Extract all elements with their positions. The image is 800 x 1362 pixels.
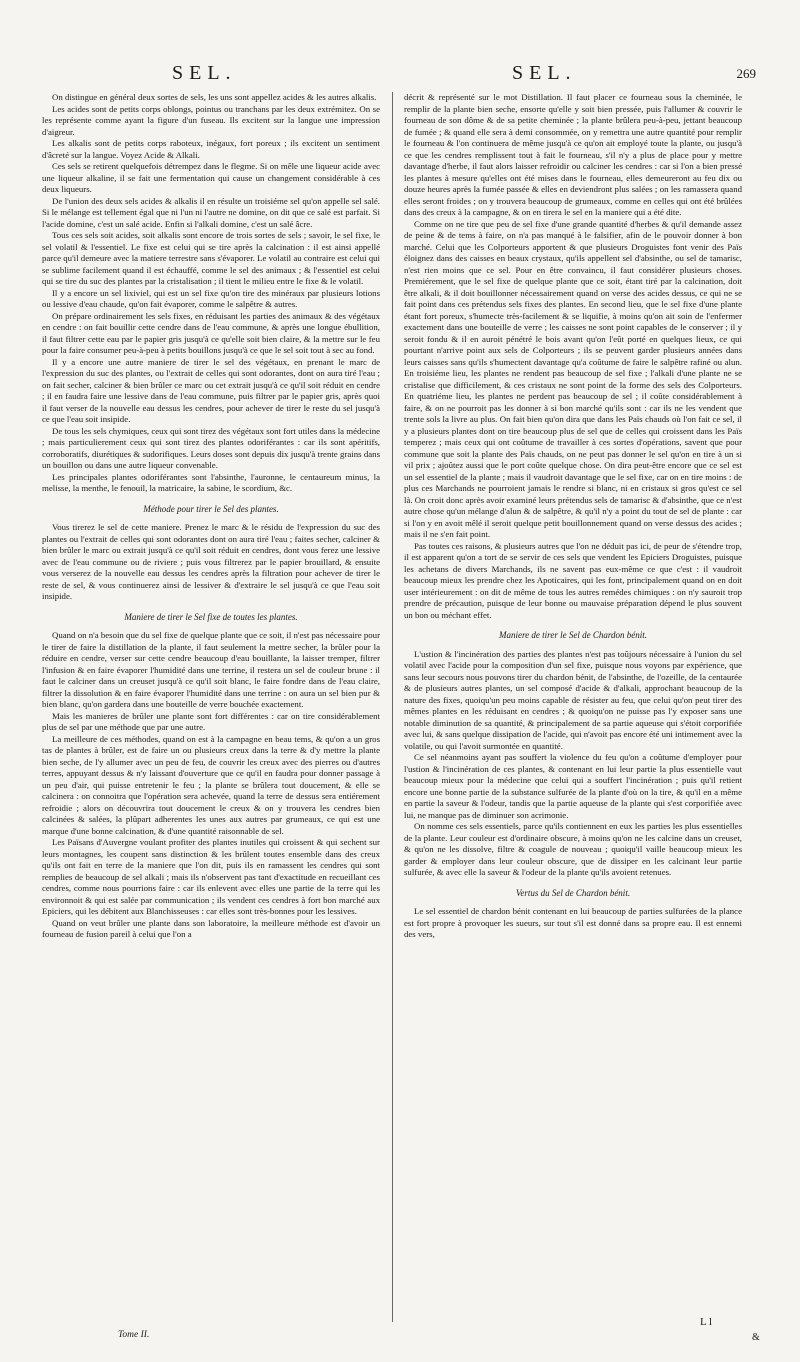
page-number: 269 (736, 66, 756, 81)
running-head-right: SEL. (512, 62, 577, 84)
paragraph: Ce sel néanmoins ayant pas souffert la violence du feu qu'on a coûtume d'employer pour l'ustion & l'incinération de ces plantes, & contenant en lui leur partie la plus essentielle vaut beaucoup mieux pour la médecine que celui qui a souffert l'incinération ; puis qu'il retient encore une bonne partie de la substance sulfurée de la plante d'où on la tire, & qu'il en a même en partie la saveur & l'odeur, tandis que la partie aqueuse de la plante qui s'est corporifiée avec lui, ne manque pas de diminuer son acrimonie. (404, 752, 742, 820)
signature-mark: L l (700, 1316, 713, 1328)
section-heading: Maniere de tirer le Sel de Chardon bénit. (499, 630, 647, 640)
paragraph: Les acides sont de petits corps oblongs, pointus ou tranchans par les deux extrémitez. On se les représente comme ayant la figure d'un fuseau. Ils excitent sur la langue une impression d'aigreur. (42, 103, 380, 137)
section-heading: Vertus du Sel de Chardon bénit. (515, 887, 631, 898)
section-heading: Maniere de tirer le Sel fixe de toutes les plantes. (124, 611, 298, 622)
paragraph: On prépare ordinairement les sels fixes, en réduisant les parties des animaux & des végétaux en cendre : on fait bouillir cette cendre dans de l'eau commune, & après une longue ébullition, il faut filtrer cette eau par le papier gris jusqu'à ce qu'elle soit bien claire, & la mettre sur le feu pour la faire consumer peu-à-peu à petits bouillons jusqu'à ce que le sel soit tout à sec au fond. (42, 310, 380, 355)
paragraph: Il y a encore un sel lixiviel, qui est un sel fixe qu'on tire des minéraux par plusieurs lotions ou lessive d'eau chaude, qu'on fait évaporer, comme le salpêtre & autres. (42, 287, 380, 309)
paragraph: De l'union des deux sels acides & alkalis il en résulte un troisiéme sel qu'on appelle sel salé. Si le mélange est tellement égal que ni l'un ni l'autre ne domine, on dit que ce salé est parfait. Si l'acide domine, c'est un salé acide. Enfin si l'alkali domine, c'est un salé âcre. (42, 195, 380, 229)
paragraph: On nomme ces sels essentiels, parce qu'ils contiennent en eux les parties les plus essentielles de la plante. Leur couleur est d'ordinaire obscure, à moins qu'on ne les calcine dans un creuset, & qu'on ne les dissolve, filtre & coagule de nouveau ; quoiqu'il vaille beaucoup mieux les garder & employer dans leur couleur obscure, que de dissiper en les calcinant leur partie sulfurée, & avec elle la saveur & l'odeur de la plante qu'ils avoient retenues. (404, 821, 742, 877)
left-column (42, 92, 380, 1337)
running-header (0, 62, 800, 92)
section-heading: Méthode pour tirer le Sel des plantes. (143, 503, 279, 514)
paragraph: Les principales plantes odoriférantes sont l'absinthe, l'auronne, le centaureum minus, la melisse, la menthe, le fenouil, la matricaire, la sabine, le scordium, &c. (42, 471, 380, 493)
catchword: & (752, 1332, 760, 1343)
paragraph: Les alkalis sont de petits corps raboteux, inégaux, fort poreux ; ils excitent un sentiment d'âcreté sur la langue. Voyez Acide & Alkali. (42, 138, 380, 160)
paragraph: Ces sels se retirent quelquefois détrempez dans le flegme. Si on mêle une liqueur acide avec une liqueur alkaline, il se fait une fermentation qui cause un changement considérable à ces deux liqueurs. (42, 161, 380, 194)
paragraph: Mais les manieres de brûler une plante sont fort différentes : car on tire considérablement plus de sel par une méthode que par une autre. (42, 710, 380, 732)
paragraph: Pas toutes ces raisons, & plusieurs autres que l'on ne déduit pas ici, de peur de s'étendre trop, il est apparent qu'on a tort de se servir de ces sels que vendent les Epiciers Droguistes, puisque les achetans de divers Marchands, ils ne savent pas eux-même ce que c'est : il vaudroit beaucoup mieux les prendre chez les Apoticaires, qui les font, principalement quand on en doit user intérieurement : on dit de même de tous les autres remédes chimiques : on n'y sauroit trop prendre de précaution, puisque de leur bonne ou mauvaise préparation dépend le plus souvent un bon ou méchant effet. (404, 540, 742, 620)
paragraph: L'ustion & l'incinération des parties des plantes n'est pas toûjours nécessaire à l'union du sel volatil avec l'acide pour la composition d'un sel fixe, puisque nous voyons par expérience, que sans leur secours nous pouvons tirer du chardon bénit, de l'absinthe, de l'ozeille, de la centaurée & de plusieurs autres plantes, un sel composé d'acide & d'alkali, approchant beaucoup de la nature des fixes, quoiqu'un peu moins capable de résister au feu, que celui qu'on peut tirer des mêmes plantes en les réduisant en cendres ; & quoiqu'on ne puisse pas l'y exposer sans une notable diminution de sa quantité, & principalement de sa partie aqueuse qui s'étoit corporifiée avec lui, & sans quelque dissipation de l'acide, qui n'avoit pas encore été uni intimement avec la volatile, ou qui l'avoit surmontée en quantité. (404, 648, 742, 751)
paragraph: Quand on veut brûler une plante dans son laboratoire, la meilleure méthode est d'avoir un fourneau de fusion pareil à celui que l'on a (42, 917, 380, 939)
paragraph: Comme on ne tire que peu de sel fixe d'une grande quantité d'herbes & qu'il demande assez de peine & de tems à faire, on n'a pas manqué à le falsifier, afin de le pouvoir donner à bon marché. Celui que les Colporteurs apportent & que plusieurs Droguistes font venir des Païs éloignez dans des caisses en beaux crystaux, qu'ils appellent sel d'absinthe, ou sel de tamarisc, n'est rien moins que ce sel. Pour en être convaincu, il faut considérer plusieurs choses. Premiérement, que le sel fixe de quelque plante que ce soit, étant tiré par la calcination, doit être alkali, & il doit bouillonner nécessairement quand on verse des acides dessus, ce qui ne se fait point dans ces prétendus sels fixes des plantes. En second lieu, que le sel fixe d'une plante étant fort poreux, s'humecte très-facilement & se liquifie, à moins qu'on ait soin de l'enfermer exactement dans une bouteille de verre ; les caisses ne sont point capables de le conserver ; il y seroit fondu & il en auroit pénétré le bois avant qu'on l'eût porté en quelques lieux, ce qui pourtant n'arrive point aux sels de Colporteurs ; ils se peuvent garder plusieurs années dans leurs caisses sans qu'ils s'humectent davantage qu'a coûtume de faire le salpêtre rafiné ou alun. En troisiéme lieu, les plantes ne rendent pas beaucoup de sel fixe ; l'alkali d'une plante ne se cristalise que difficilement, & ces cristaux ne sont point de la forme des sels des Colporteurs. En quatriéme lieu, les plantes ne perdent pas beaucoup de sel ; il coûte considérablement à faire, & on ne pourroit pas les donner à si bon marché qu'ils sont : car ils ne les vendent que trente sols la livre au plus. On fait bien qu'on dira que dans les Païs chauds où l'on fait ce sel, il y a plusieurs plantes dont on tire beaucoup plus de sel que de celles qui croissent dans les Païs temperez ; mais ceux qui ont coûtume de travailler à ces sortes d'opérations, savent que pour commune que soit la plante des Païs chauds, on ne peut pas donner le sel qu'on en tire à un si vil prix ; ajoûtez aussi que le port coûte quelque chose. On dira peut-être encore que ce sel est un sel essentiel de la plante ; mais il vaudroit davantage que le sel fixe, car on en tire moins : de plus ces Marchands ne pourroient jamais le rendre si blanc, ni en cristaux si gros qu'est ce sel là. On croit donc après avoir examiné leurs prétendus sels de tamarisc & d'absinthe, que ce n'est autre chose qu'un mélange d'alun & de salpêtre, & qu'il n'y a point du tout de sel de plante : car si l'on y en avoit mêlé il seroit quelque petit bouillonnement quand on verse dessus des acides ; mais il ne s'en fait point. (404, 218, 742, 539)
paragraph: De tous les sels chymiques, ceux qui sont tirez des végétaux sont fort utiles dans la médecine ; mais particulierement ceux qui sont tirez des plantes odoriférantes : car ils sont apéritifs, corroboratifs, diurétiques & sudorifiques. Leurs doses sont depuis dix jusqu'à trente grains dans un bouillon ou dans une autre liqueur convenable. (42, 425, 380, 470)
paragraph: Vous tirerez le sel de cette maniere. Prenez le marc & le résidu de l'expression du suc des plantes ou l'extrait de celles qui sont odorantes dont on aura tiré l'eau ; faites secher, calciner & bien brûler le marc ou extrait jusqu'à ce qu'il soit réduit en cendres, dont vous ferez une lessive avec de l'eau commune ou de riviere ; puis vous filtrerez par le papier brouillard, & ensuite vous verserez de la nouvelle eau dessus les cendres après la filtration pour achever de tirer le reste de sel, & vous continuerez ainsi de lessiver & d'extraire le sel jusqu'à ce que l'eau soit insipide. (42, 522, 380, 601)
paragraph: Il y a encore une autre maniere de tirer le sel des végétaux, en prenant le marc de l'expression du suc des plantes, ou l'extrait de celles qui sont odorantes, dont on aura tiré l'eau ; on fait secher, calciner & bien brûler ce marc ou cet extrait jusqu'à ce qu'il soit réduit en cendre ; il en faudra faire une lessive dans de l'eau commune, puis filtrer par le papier gris, après quoi il faut verser de la nouvelle eau dessus les cendres, pour achever de tirer le reste du sel jusqu'à ce que l'eau soit insipide. (42, 356, 380, 424)
paragraph: La meilleure de ces méthodes, quand on est à la campagne en beau tems, & qu'on a un gros tas de plantes à brûler, est de faire un ou plusieurs creux dans la terre & d'y mettre la plante bien seche, de l'y allumer avec un peu de feu, de couvrir les creux avec des pierres ou d'autres terres, appuyant dessus & n'y laissant d'ouverture que ce qu'il en faudra pour donner passage à un peu d'air, qui puisse entretenir le feu ; la plante se brûlera tout doucement, & elle se calcinera : on connoitra que l'opération sera achevée, quand la terre de dessus sera entiérement refroidie ; alors on découvrira tout doucement le creux & on y trouvera les cendres bien calcinées & salées, la plûpart adherentes les unes aux autres par grumeaux, ce qui est une marque d'une bonne calcination, & d'une quantité raisonnable de sel. (42, 733, 380, 836)
paragraph: Quand on n'a besoin que du sel fixe de quelque plante que ce soit, il n'est pas nécessaire pour le tirer de faire la distillation de la plante, il faut seulement la mettre secher, la brûler pour la réduire en cendre, verser sur cette cendre beaucoup d'eau bouillante, la laisser tremper, filtrer l'infusion & en faire évaporer l'humidité dans une terrine, il restera un sel de couleur brune : il faut le calciner dans un creuset jusqu'à ce qu'il soit blanc, le faire fondre dans de l'eau claire, filtrer la dissolution & en faire évaporer l'humidité dans une terrine : on aura un sel bien pur & bien blanc, qu'on gardera dans une bouteille de verre bouchée exactement. (42, 630, 380, 709)
column-rule (392, 92, 393, 1322)
paragraph: On distingue en général deux sortes de sels, les uns sont appellez acides & les autres alkalis. (52, 92, 377, 102)
right-column (404, 92, 742, 1337)
volume-signature: Tome II. (118, 1330, 150, 1340)
paragraph: décrit & représenté sur le mot Distillation. Il faut placer ce fourneau sous la cheminée, le remplir de la plante bien seche, ensorte qu'elle y soit bien pressée, puis l'allumer & couvrir le fourneau de son dôme & de sa petite cheminée ; la plante brûlera peu-à-peu, jettant beaucoup de fumée ; & quand elle sera à demi consommée, on y remettra une autre quantité pour remplir le fourneau & l'on continuera de même jusqu'à ce qu'on ait employé toute la plante, ou jusqu'à ce que les cendres remplissent tout à fait le fourneau, s'il n'y a plus de place pour y mettre davantage d'herbe, il faut alors laisser refroidir ou calciner les cendres : car si l'on a bien pressé les plantes à mesure qu'elles ont été mises dans le fourneau, elles demeureront au feu dix ou douze heures après la fumée passée & elles en deviendront plus salées ; on les ramassera quand elles seront froides ; on y trouvera beaucoup de grumeaux, comme en celles qui ont été brûlées dans des creux à la campagne, & on en tirera le sel en la maniere qui a été dite. (404, 92, 742, 217)
paragraph: Les Païsans d'Auvergne voulant profiter des plantes inutiles qui croissent & qui sechent sur leurs montagnes, les coupent sans distinction & les brûlent toutes ensemble dans des creux qu'ils ont fait en terre de la maniere que l'on dit, puis ils en ramassent les cendres qui sont remplies de beaucoup de sel alkali ; mais ils n'observent pas tant d'exactitude en recueillant ces cendres, comme nous pourrions faire : car ils enlevent avec elles une partie de la terre qui les environnoit & qui est salée par communication ; ils vendent ces cendres à fort bon marché aux Epiciers, qui les débitent aux Blanchisseuses : car elles sont très-bonnes pour les lessives. (42, 837, 380, 916)
paragraph: Tous ces sels soit acides, soit alkalis sont encore de trois sortes de sels ; savoir, le sel fixe, le sel volatil & l'essentiel. Le fixe est celui qui se tire après la calcination : il est ainsi appellé parce qu'il demeure avec la matiere terrestre sans s'évaporer. Le volatil au contraire est celui qui se sublime facilement quand il est échauffé, comme le sel des animaux ; & l'essentiel est celui qui se tire du suc des plantes par la cristalisation ; il tient le milieu entre le fixe & le volatil. (42, 230, 380, 286)
paragraph: Le sel essentiel de chardon bénit contenant en lui beaucoup de parties sulfurées de la plance est fort propre à provoquer les sueurs, sur tout s'il est donné dans sa propre eau. Il est ennemi des vers, (404, 906, 742, 939)
running-head-left: SEL. (172, 62, 237, 84)
